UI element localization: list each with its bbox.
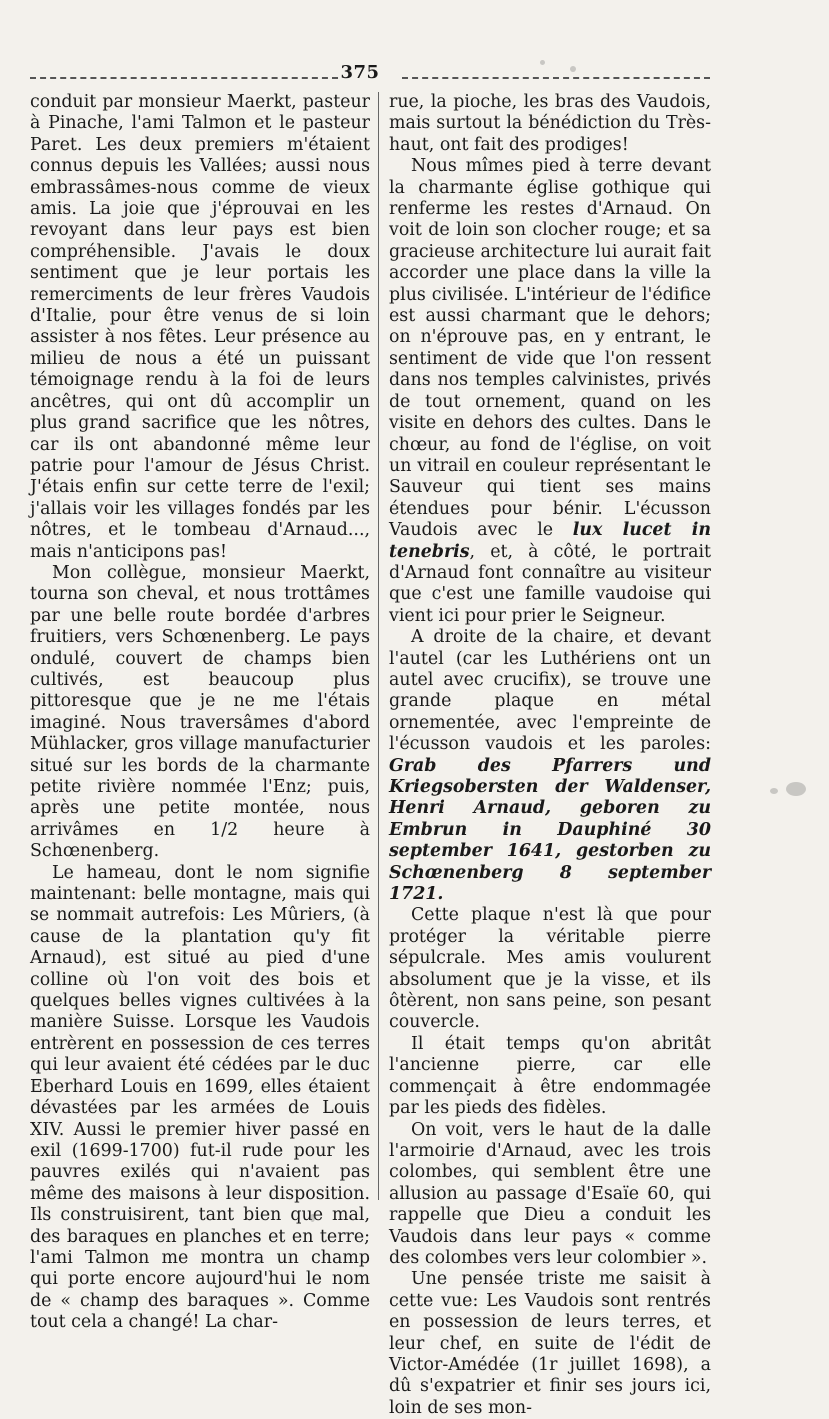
ink-speck: [570, 66, 576, 72]
ink-speck: [540, 60, 545, 65]
left-paragraph-2: Mon collègue, monsieur Maerkt, tourna son cheval, et nous trottâmes par une belle route bordée d'arbres fruitiers, vers Schœnenberg. Le pays ondulé, couvert de champs bien cultivés, est beaucoup plus pittoresque que je ne me l'étais imaginé. Nous traversâmes d'abord Mühlacker, gros village manufacturier situé sur les bords de la charmante petite rivière nommée l'Enz; puis, après une petite montée, nous arrivâmes en 1/2 heure à Schœnenberg.: [30, 562, 370, 862]
header-rule-right: [402, 77, 710, 79]
right-paragraph-2-end: , et, à côté, le portrait d'Arnaud font connaître au visiteur que c'est une famille vaudoise qui vient ici pour prier le Seigneur.: [389, 541, 711, 626]
right-paragraph-2-text: Nous mîmes pied à terre devant la charmante église gothique qui renferme les restes d'Arnaud. On voit de loin son clocher rouge; et sa gracieuse architecture lui aurait fait accorder une place dans la ville la plus civilisée. L'intérieur de l'édifice est aussi charmant que le dehors; on n'éprouve pas, en y entrant, le sentiment de vide que l'on ressent dans nos temples calvinistes, privés de tout ornement, quand on les visite en dehors des cultes. Dans le chœur, au fond de l'église, on voit un vitrail en couleur représentant le Sauveur qui tient ses mains étendues pour bénir. L'écusson Vaudois avec le: [389, 156, 711, 541]
left-paragraph-3: Le hameau, dont le nom signifie maintenant: belle montagne, mais qui se nommait autrefois: Les Mûriers, (à cause de la plantation qu'y fit Arnaud), est situé au pied d'une colline où l'on voit des bois et quelques belles vignes cultivées à la manière Suisse. Lorsque les Vaudois entrèrent en possession de ces terres qui leur avaient été cédées par le duc Eberhard Louis en 1699, elles étaient dévastées par les armées de Louis XIV. Aussi le premier hiver passé en exil (1699-1700) fut-il rude pour les pauvres exilés qui n'avaient pas même des maisons à leur disposition. Ils construisirent, tant bien que mal, des baraques en planches et en terre; l'ami Talmon me montra un champ qui porte encore aujourd'hui le nom de « champ des baraques ». Comme tout cela a changé! La char-: [30, 862, 370, 1333]
page-number: 375: [340, 62, 380, 83]
column-divider: [378, 92, 379, 1200]
ink-speck: [770, 788, 778, 794]
right-paragraph-4: Cette plaque n'est là que pour protéger la véritable pierre sépulcrale. Mes amis voulurent absolument que je la visse, et ils ôtèrent, non sans peine, son pesant couvercle.: [389, 905, 711, 1033]
left-column: [30, 92, 370, 1334]
right-paragraph-3: [389, 627, 711, 905]
ink-speck: [786, 782, 806, 796]
right-paragraph-3-text: A droite de la chaire, et devant l'autel (car les Luthériens ont un autel avec crucifix), se trouve une grande plaque en métal ornementée, avec l'empreinte de l'écusson vaudois et les paroles:: [389, 627, 711, 755]
inscription-text: Grab des Pfarrers und Kriegsobersten der Waldenser, Henri Arnaud, geboren zu Embrun in Dauphiné 30 september 1641, gestorben zu Schœnenberg 8 september 1721.: [389, 755, 711, 905]
motto-text: lux lucet in tenebris: [389, 520, 711, 562]
right-paragraph-6: On voit, vers le haut de la dalle l'armoirie d'Arnaud, avec les trois colombes, qui semblent être une allusion au passage d'Esaïe 60, qui rappelle que Dieu a conduit les Vaudois dans leur pays « comme des colombes vers leur colombier ».: [389, 1119, 711, 1268]
left-paragraph-1: conduit par monsieur Maerkt, pasteur à Pinache, l'ami Talmon et le pasteur Paret. Les deux premiers m'étaient connus depuis les Vallées; aussi nous embrassâmes-nous comme de vieux amis. La joie que j'éprouvai en les revoyant dans leur pays est bien compréhensible. J'avais le doux sentiment que je leur portais les remerciments de leur frères Vaudois d'Italie, pour être venus de si loin assister à nos fêtes. Leur présence au milieu de nous a été un puissant témoignage rendu à la foi de leurs ancêtres, qui ont dû accomplir un plus grand sacrifice que les nôtres, car ils ont abandonné même leur patrie pour l'amour de Jésus Christ. J'étais enfin sur cette terre de l'exil; j'allais voir les villages fondés par les nôtres, et le tombeau d'Arnaud..., mais n'anticipons pas!: [30, 92, 370, 562]
ink-speck: [310, 1214, 315, 1222]
header-rule-left: [30, 77, 338, 79]
right-paragraph-7: Une pensée triste me saisit à cette vue: Les Vaudois sont rentrés en possession de leurs terres, et leur chef, en suite de l'édit de Victor-Amédée (1r juillet 1698), a dû s'expatrier et finir ses jours ici, loin de ses mon-: [389, 1269, 711, 1418]
right-paragraph-1: rue, la pioche, les bras des Vaudois, mais surtout la bénédiction du Très-haut, ont fait des prodiges!: [389, 92, 711, 155]
right-paragraph-5: Il était temps qu'on abritât l'ancienne pierre, car elle commençait à être endommagée par les pieds des fidèles.: [389, 1033, 711, 1119]
right-column: [389, 92, 711, 1419]
right-paragraph-2: [389, 156, 711, 627]
